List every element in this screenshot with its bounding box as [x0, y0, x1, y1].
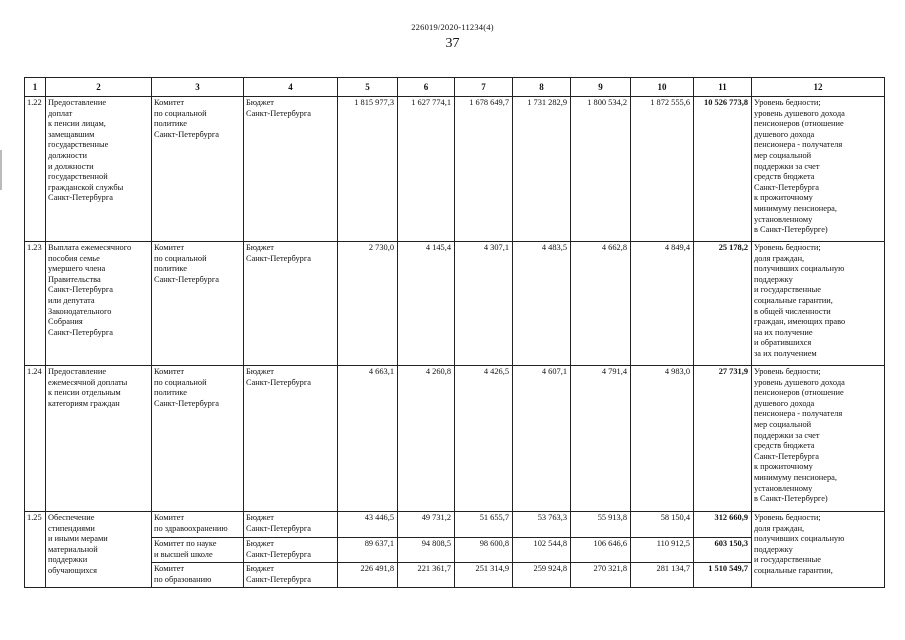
table-row [25, 512, 885, 538]
executor: Комитет по социальной политике Санкт-Петербурга [152, 366, 244, 512]
row-number: 1.24 [25, 366, 46, 512]
value-cell: 1 800 534,2 [571, 97, 631, 242]
value-cell: 1 872 555,6 [631, 97, 694, 242]
value-cell: 43 446,5 [338, 512, 398, 538]
value-cell: 2 730,0 [338, 242, 398, 366]
executor: Комитет по социальной политике Санкт-Петербурга [152, 242, 244, 366]
funding-source: Бюджет Санкт-Петербурга [244, 97, 338, 242]
executor: Комитет по социальной политике Санкт-Петербурга [152, 97, 244, 242]
table-row [25, 366, 885, 512]
column-header: 7 [455, 78, 513, 97]
value-cell: 221 361,7 [398, 563, 455, 588]
table-row [25, 97, 885, 242]
total-cell: 312 660,9 [694, 512, 752, 538]
column-number-row [25, 78, 885, 97]
value-cell: 51 655,7 [455, 512, 513, 538]
value-cell: 58 150,4 [631, 512, 694, 538]
funding-source: Бюджет Санкт-Петербурга [244, 366, 338, 512]
total-cell: 1 510 549,7 [694, 563, 752, 588]
value-cell: 4 849,4 [631, 242, 694, 366]
value-cell: 1 627 774,1 [398, 97, 455, 242]
row-number: 1.22 [25, 97, 46, 242]
value-cell: 4 260,8 [398, 366, 455, 512]
column-header: 11 [694, 78, 752, 97]
value-cell: 110 912,5 [631, 538, 694, 563]
value-cell: 4 663,1 [338, 366, 398, 512]
row-number: 1.23 [25, 242, 46, 366]
value-cell: 4 145,4 [398, 242, 455, 366]
scan-margin-mark [0, 150, 2, 190]
column-header: 3 [152, 78, 244, 97]
value-cell: 1 815 977,3 [338, 97, 398, 242]
column-header: 9 [571, 78, 631, 97]
value-cell: 106 646,6 [571, 538, 631, 563]
funding-source: Бюджет Санкт-Петербурга [244, 512, 338, 538]
column-header: 4 [244, 78, 338, 97]
executor: Комитет по образованию [152, 563, 244, 588]
value-cell: 89 637,1 [338, 538, 398, 563]
document-registration-number: 226019/2020-11234(4) [411, 22, 494, 32]
total-cell: 25 178,2 [694, 242, 752, 366]
column-header: 1 [25, 78, 46, 97]
measure-name: Предоставление ежемесячной доплаты к пенсии отдельным категориям граждан [46, 366, 152, 512]
indicator: Уровень бедности; уровень душевого дохода пенсионеров (отношение душевого дохода пенсионера - получателя мер социальной поддержки за счет средств бюджета Санкт-Петербурга к прожиточному минимуму пенсионера, установленному в Санкт-Петербурге) [752, 366, 885, 512]
column-header: 12 [752, 78, 885, 97]
total-cell: 27 731,9 [694, 366, 752, 512]
value-cell: 94 808,5 [398, 538, 455, 563]
value-cell: 259 924,8 [513, 563, 571, 588]
value-cell: 98 600,8 [455, 538, 513, 563]
value-cell: 4 426,5 [455, 366, 513, 512]
column-header: 10 [631, 78, 694, 97]
value-cell: 1 731 282,9 [513, 97, 571, 242]
funding-source: Бюджет Санкт-Петербурга [244, 563, 338, 588]
value-cell: 4 607,1 [513, 366, 571, 512]
row-number: 1.25 [25, 512, 46, 588]
executor: Комитет по науке и высшей школе [152, 538, 244, 563]
value-cell: 4 983,0 [631, 366, 694, 512]
total-cell: 603 150,3 [694, 538, 752, 563]
value-cell: 270 321,8 [571, 563, 631, 588]
indicator: Уровень бедности; доля граждан, получивших социальную поддержку и государственные социальные гарантии, [752, 512, 885, 588]
table-row [25, 242, 885, 366]
value-cell: 251 314,9 [455, 563, 513, 588]
column-header: 5 [338, 78, 398, 97]
measure-name: Предоставление доплат к пенсии лицам, замещавшим государственные должности и должности государственной гражданской службы Санкт-Петербурга [46, 97, 152, 242]
measure-name: Обеспечение стипендиями и иными мерами материальной поддержки обучающихся [46, 512, 152, 588]
column-header: 6 [398, 78, 455, 97]
measure-name: Выплата ежемесячного пособия семье умершего члена Правительства Санкт-Петербурга или депутата Законодательного Собрания Санкт-Петербурга [46, 242, 152, 366]
funding-source: Бюджет Санкт-Петербурга [244, 242, 338, 366]
total-cell: 10 526 773,8 [694, 97, 752, 242]
value-cell: 53 763,3 [513, 512, 571, 538]
value-cell: 4 791,4 [571, 366, 631, 512]
value-cell: 4 662,8 [571, 242, 631, 366]
value-cell: 1 678 649,7 [455, 97, 513, 242]
value-cell: 49 731,2 [398, 512, 455, 538]
value-cell: 55 913,8 [571, 512, 631, 538]
value-cell: 281 134,7 [631, 563, 694, 588]
indicator: Уровень бедности; доля граждан, получивших социальную поддержку и государственные социальные гарантии, в общей численности граждан, имеющих право на их получение и обратившихся за их получением [752, 242, 885, 366]
column-header: 2 [46, 78, 152, 97]
executor: Комитет по здравоохранению [152, 512, 244, 538]
value-cell: 226 491,8 [338, 563, 398, 588]
column-header: 8 [513, 78, 571, 97]
program-measures-table [24, 77, 885, 588]
value-cell: 4 307,1 [455, 242, 513, 366]
page-number: 37 [445, 36, 460, 51]
value-cell: 4 483,5 [513, 242, 571, 366]
value-cell: 102 544,8 [513, 538, 571, 563]
funding-source: Бюджет Санкт-Петербурга [244, 538, 338, 563]
indicator: Уровень бедности; уровень душевого дохода пенсионеров (отношение душевого дохода пенсионера - получателя мер социальной поддержки за счет средств бюджета Санкт-Петербурга к прожиточному минимуму пенсионера, установленному в Санкт-Петербурге) [752, 97, 885, 242]
